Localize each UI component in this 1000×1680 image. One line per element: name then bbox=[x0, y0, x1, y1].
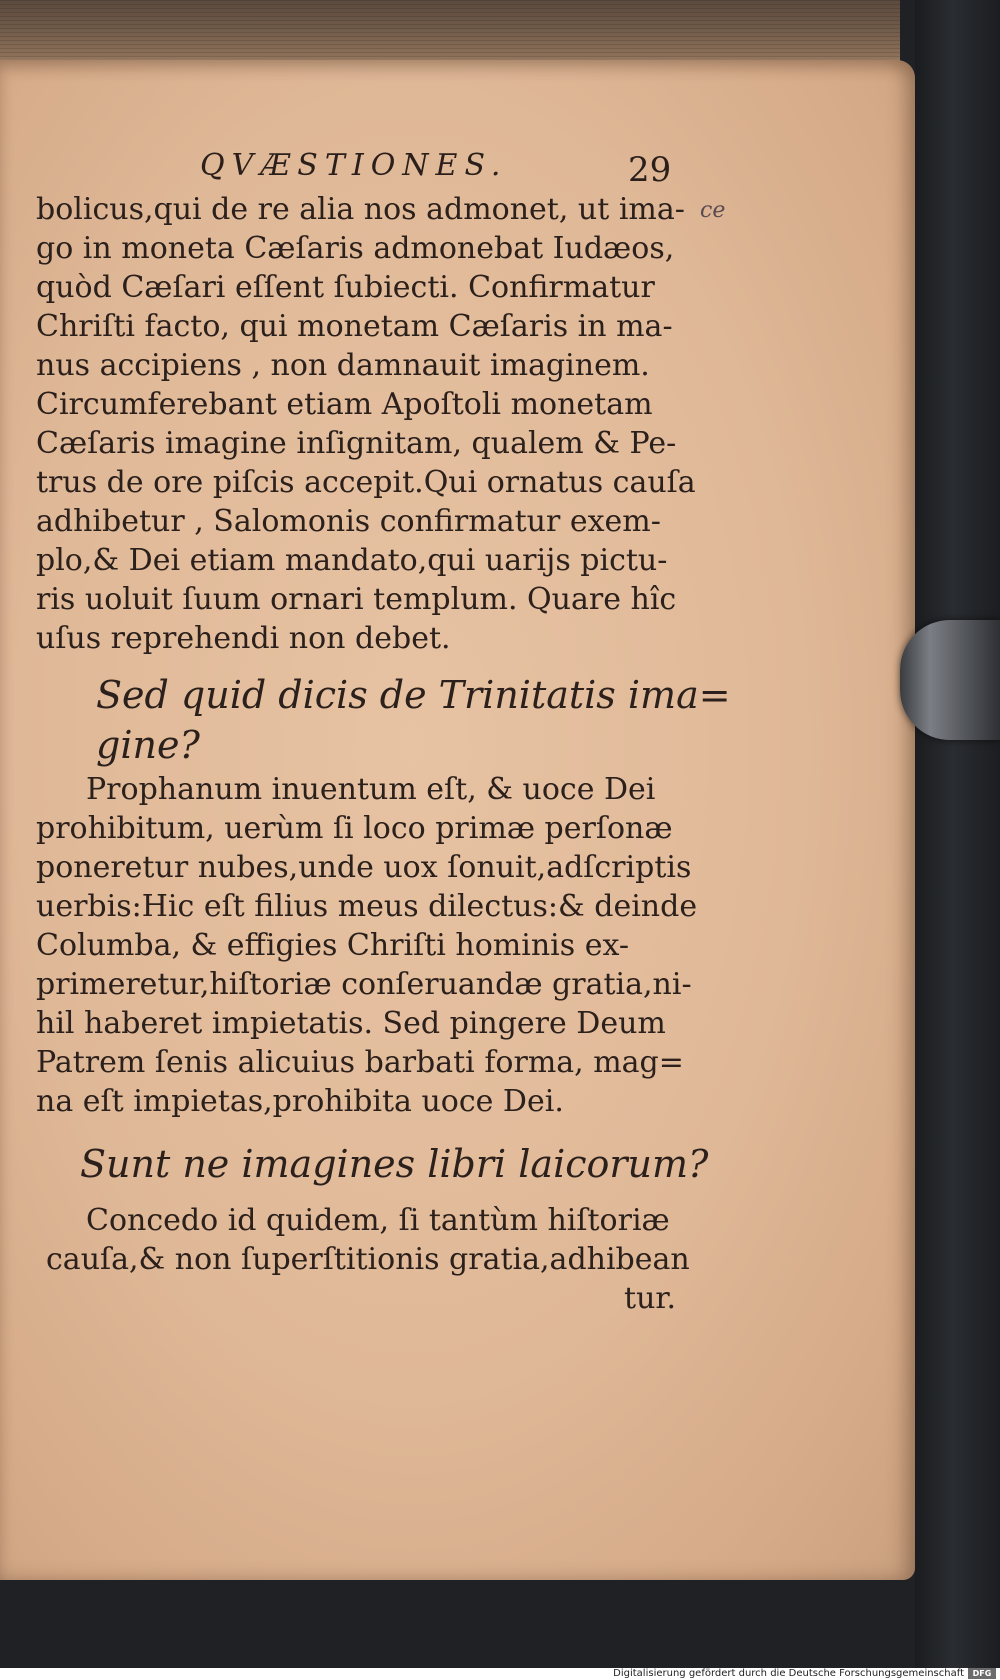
text-line: bolicus,qui de re alia nos admonet, ut ima- bbox=[36, 192, 685, 227]
question-heading: Sunt ne imagines libri laicorum? bbox=[80, 1142, 709, 1186]
text-line: Chriſti facto, qui monetam Cæſaris in ma- bbox=[36, 309, 673, 344]
text-line: Columba, & effigies Chriſti hominis ex- bbox=[36, 928, 629, 963]
text-line: hil haberet impietatis. Sed pingere Deum bbox=[36, 1006, 666, 1041]
text-line: Prophanum inuentum eſt, & uoce Dei bbox=[86, 772, 656, 807]
text-line: trus de ore piſcis accepit.Qui ornatus cauſa bbox=[36, 465, 696, 500]
text-line: quòd Cæſari eſſent ſubiecti. Confirmatur bbox=[36, 270, 655, 305]
text-line: uerbis:Hic eſt filius meus dilectus:& deinde bbox=[36, 889, 698, 924]
text-line: Concedo id quidem, ſi tantùm hiſtoriæ bbox=[86, 1203, 670, 1238]
text-line: uſus reprehendi non debet. bbox=[36, 621, 451, 656]
text-line: prohibitum, uerùm ſi loco primæ perſonæ bbox=[36, 811, 673, 846]
book-clasp bbox=[900, 620, 1000, 740]
text-line: Cæſaris imagine inſignitam, qualem & Pe- bbox=[36, 426, 677, 461]
question-heading: gine? bbox=[96, 723, 200, 767]
page-number: 29 bbox=[628, 150, 672, 190]
text-line: go in moneta Cæſaris admonebat Iudæos, bbox=[36, 231, 675, 266]
text-line: tur. bbox=[624, 1281, 676, 1316]
running-head: QVÆSTIONES. bbox=[200, 148, 508, 183]
dfg-logo: DFG bbox=[968, 1668, 996, 1679]
text-line: nus accipiens , non damnauit imaginem. bbox=[36, 348, 650, 383]
footer-credit: Digitalisierung gefördert durch die Deutsche Forschungsgemeinschaft bbox=[613, 1668, 964, 1679]
text-line: ris uoluit ſuum ornari templum. Quare hîc bbox=[36, 582, 677, 617]
book-cover-edge bbox=[915, 0, 1000, 1668]
page-text bbox=[36, 190, 731, 1318]
text-line: na eſt impietas,prohibita uoce Dei. bbox=[36, 1084, 564, 1119]
text-line: poneretur nubes,unde uox ſonuit,adſcriptis bbox=[36, 850, 692, 885]
text-line: Patrem ſenis alicuius barbati forma, mag= bbox=[36, 1045, 684, 1080]
text-line: Circumferebant etiam Apoſtoli monetam bbox=[36, 387, 653, 422]
text-line: primeretur,hiſtoriæ conſeruandæ gratia,ni- bbox=[36, 967, 692, 1002]
marginal-note: ce bbox=[700, 198, 726, 223]
question-heading: Sed quid dicis de Trinitatis ima= bbox=[96, 673, 731, 717]
text-line: adhibetur , Salomonis confirmatur exem- bbox=[36, 504, 661, 539]
text-line: plo,& Dei etiam mandato,qui uarijs pictu- bbox=[36, 543, 668, 578]
text-line: cauſa,& non ſuperſtitionis gratia,adhibean bbox=[46, 1242, 690, 1277]
